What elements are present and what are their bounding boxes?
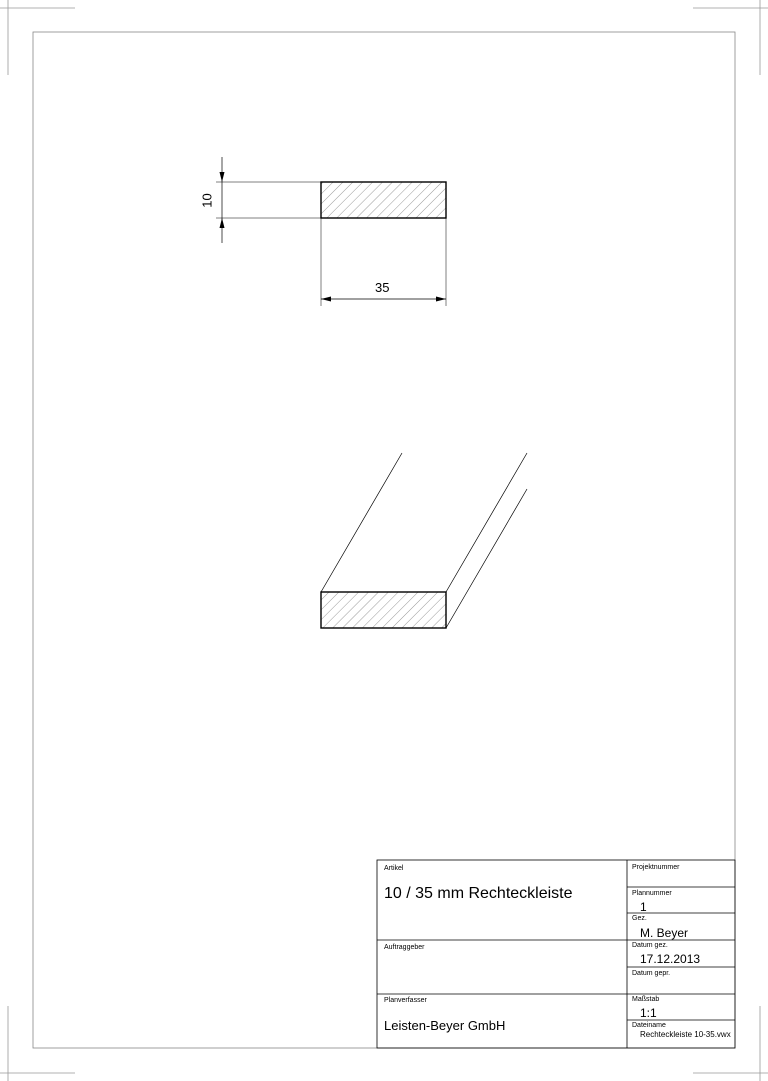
- front-view: [216, 157, 446, 306]
- iso-end-face-hatch: [321, 592, 446, 628]
- massstab-label: Maßstab: [632, 996, 660, 1003]
- projektnummer-label: Projektnummer: [632, 864, 680, 871]
- dateiname-value: Rechteckleiste 10-35.vwx: [640, 1030, 731, 1039]
- width-dimension-label: 35: [375, 280, 390, 295]
- height-dimension-label: 10: [199, 193, 215, 208]
- artikel-label: Artikel: [384, 865, 404, 872]
- isometric-view: [321, 453, 527, 628]
- plannummer-value: 1: [640, 900, 647, 914]
- plannummer-label: Plannummer: [632, 890, 672, 897]
- planverfasser-value: Leisten-Beyer GmbH: [384, 1018, 506, 1033]
- cross-section-hatch: [321, 182, 446, 218]
- datum-gez-value: 17.12.2013: [640, 952, 701, 966]
- gez-label: Gez.: [632, 915, 647, 922]
- datum-gez-label: Datum gez.: [632, 942, 668, 949]
- datum-gepr-label: Datum gepr.: [632, 970, 671, 977]
- gez-value: M. Beyer: [640, 926, 689, 940]
- massstab-value: 1:1: [640, 1006, 657, 1020]
- dateiname-label: Dateiname: [632, 1022, 666, 1029]
- planverfasser-label: Planverfasser: [384, 997, 427, 1004]
- auftraggeber-label: Auftraggeber: [384, 944, 425, 951]
- artikel-value: 10 / 35 mm Rechteckleiste: [384, 885, 573, 902]
